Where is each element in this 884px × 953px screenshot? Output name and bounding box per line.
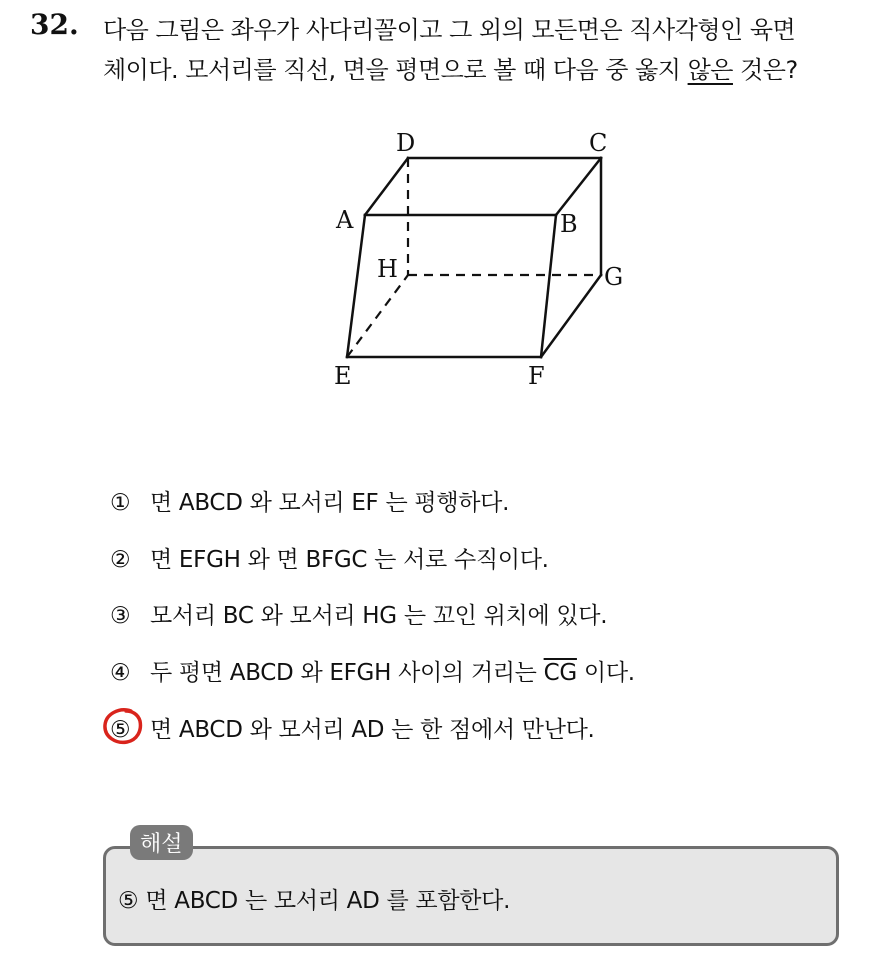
underlined-word: 않은	[687, 56, 733, 84]
question-line-1: 다음 그림은 좌우가 사다리꼴이고 그 외의 모든면은 직사각형인 육면	[103, 16, 796, 44]
edge-BC	[556, 158, 601, 215]
edge-AD	[365, 158, 408, 215]
label-C: C	[589, 129, 608, 157]
question-line-2-after: 것은?	[732, 56, 798, 84]
choice-5[interactable]	[110, 711, 595, 744]
edge-BF	[541, 215, 556, 357]
edge-FG	[541, 275, 601, 357]
choice-2-number: ②	[110, 547, 131, 573]
answer-circle-mark	[101, 706, 143, 746]
choice-3[interactable]	[110, 597, 607, 630]
choice-2-text: 면 EFGH 와 면 BFGC 는 서로 수직이다.	[150, 547, 549, 573]
segment-CG: $\overline{CG}$	[543, 660, 577, 686]
label-A: A	[336, 206, 354, 234]
choice-4-text-before: 두 평면 ABCD 와 EFGH 사이의 거리는	[150, 660, 544, 686]
choice-3-text: 모서리 BC 와 모서리 HG 는 꼬인 위치에 있다.	[150, 603, 608, 629]
label-B: B	[560, 210, 578, 238]
edge-AE	[347, 215, 365, 357]
label-H: H	[377, 255, 398, 283]
choice-1[interactable]	[110, 484, 509, 517]
answer-circle-stroke	[105, 710, 140, 742]
question-number: 32.	[30, 8, 79, 41]
solution-tag: 해설	[130, 825, 193, 860]
choice-2[interactable]	[110, 541, 549, 574]
choice-4-number: ④	[110, 660, 131, 686]
choice-4-text-after: 이다.	[576, 660, 635, 686]
label-F: F	[528, 362, 545, 390]
choice-5-number: ⑤	[110, 717, 131, 743]
choice-4[interactable]	[110, 654, 635, 687]
label-G: G	[604, 263, 624, 291]
solution-text: ⑤ 면 ABCD 는 모서리 AD 를 포함한다.	[118, 888, 511, 914]
choice-1-number: ①	[110, 490, 131, 516]
question-line-2-before: 체이다. 모서리를 직선, 면을 평면으로 볼 때 다음 중 옳지	[103, 56, 688, 84]
label-D: D	[396, 129, 416, 157]
choice-1-text: 면 ABCD 와 모서리 EF 는 평행하다.	[150, 490, 510, 516]
choice-3-number: ③	[110, 603, 131, 629]
label-E: E	[334, 362, 352, 390]
choice-5-text: 면 ABCD 와 모서리 AD 는 한 점에서 만난다.	[150, 717, 595, 743]
